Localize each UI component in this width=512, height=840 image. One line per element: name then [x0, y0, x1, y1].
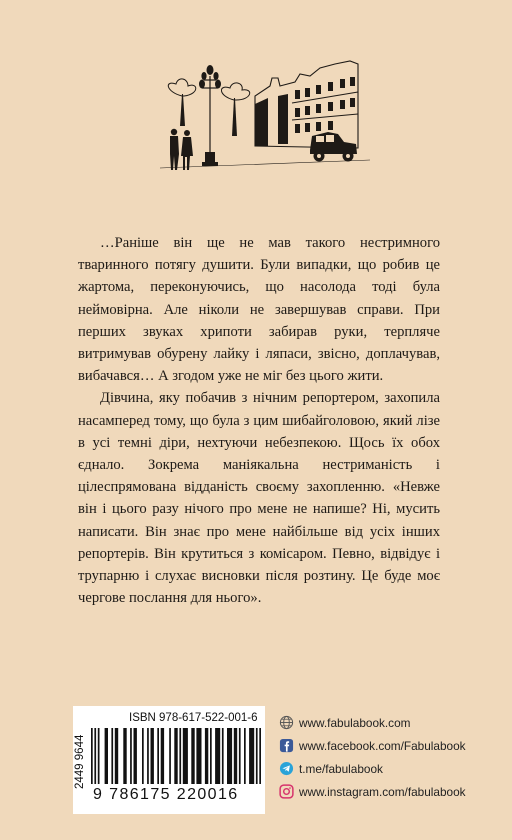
publisher-links: [279, 711, 509, 803]
telegram-icon: [279, 761, 294, 776]
link-telegram[interactable]: [279, 757, 509, 780]
barcode-bar: [256, 728, 258, 784]
barcode-bar: [183, 728, 188, 784]
barcode-bar: [222, 728, 224, 784]
blurb-paragraph-2: Дівчина, яку побачив з нічним репортером, захопила насамперед тому, що була з цим шибайголовою, який лізе в усі темні діри, нехтуючи небезпекою. Щось їх обох єднало. Зокрема маніякальна нестриманість і цілеспрямована відданість своєму захопленню. «Невже він і цього разу нічого про мене не напише? Ні, мусить написати. Він знає про мене найбільше від усіх інших репортерів. Він крутиться з комісаром. Певно, відвідує і трупарню і слухає висновки після розтину. Це буде моє чергове послання для нього».: [78, 390, 440, 607]
link-instagram[interactable]: [279, 780, 509, 803]
barcode-bar: [157, 728, 159, 784]
barcode-bar: [234, 728, 237, 784]
barcode-bar: [105, 728, 108, 784]
barcode-bar: [249, 728, 254, 784]
isbn-barcode: [73, 706, 265, 814]
barcode-bar: [196, 728, 201, 784]
globe-icon: [279, 715, 294, 730]
barcode-digits: 9 786175 220016: [93, 786, 239, 803]
barcode-bar: [161, 728, 164, 784]
link-facebook[interactable]: [279, 734, 509, 757]
barcode-bar: [123, 728, 126, 784]
link-instagram-text: www.instagram.com/fabulabook: [299, 784, 466, 799]
street-scene-illustration: [160, 56, 370, 176]
barcode-bar: [179, 728, 181, 784]
barcode-bar: [215, 728, 220, 784]
barcode-bar: [115, 728, 118, 784]
barcode-bar: [134, 728, 137, 784]
barcode-bar: [210, 728, 212, 784]
barcode-bar: [94, 728, 96, 784]
barcode-bars: [91, 728, 261, 784]
isbn-label: ISBN 978-617-522-001-6: [129, 712, 258, 724]
instagram-icon: [279, 784, 294, 799]
facebook-icon: [279, 738, 294, 753]
barcode-bar: [151, 728, 154, 784]
barcode-bar: [142, 728, 144, 784]
barcode-bar: [205, 728, 208, 784]
barcode-bar: [169, 728, 171, 784]
barcode-bar: [111, 728, 113, 784]
barcode-bar: [244, 728, 246, 784]
barcode-bar: [98, 728, 100, 784]
barcode-bar: [239, 728, 241, 784]
barcode-bar: [259, 728, 261, 784]
barcode-bar: [174, 728, 177, 784]
barcode-bar: [130, 728, 132, 784]
link-facebook-text: www.facebook.com/Fabulabook: [299, 738, 466, 753]
barcode-bar: [91, 728, 93, 784]
link-website[interactable]: [279, 711, 509, 734]
link-website-text: www.fabulabook.com: [299, 715, 411, 730]
barcode-bar: [191, 728, 194, 784]
back-cover-blurb: [78, 232, 440, 609]
barcode-bar: [227, 728, 232, 784]
blurb-paragraph-1: …Раніше він ще не мав такого нестримного тваринного потягу душити. Були випадки, що робив це жартома, переконуючись, що насолода тоді була неймовірна. Але ніколи не завершував справи. При перших звуках хрипоти забирав руки, терпляче витримував обурену лайку і ляпаси, звісно, доплачував, вибачався… А згодом уже не міг без цього жити.: [78, 235, 440, 385]
barcode-bar: [147, 728, 149, 784]
link-telegram-text: t.me/fabulabook: [299, 761, 383, 776]
barcode-side-digits: 2449 9644: [74, 734, 86, 790]
